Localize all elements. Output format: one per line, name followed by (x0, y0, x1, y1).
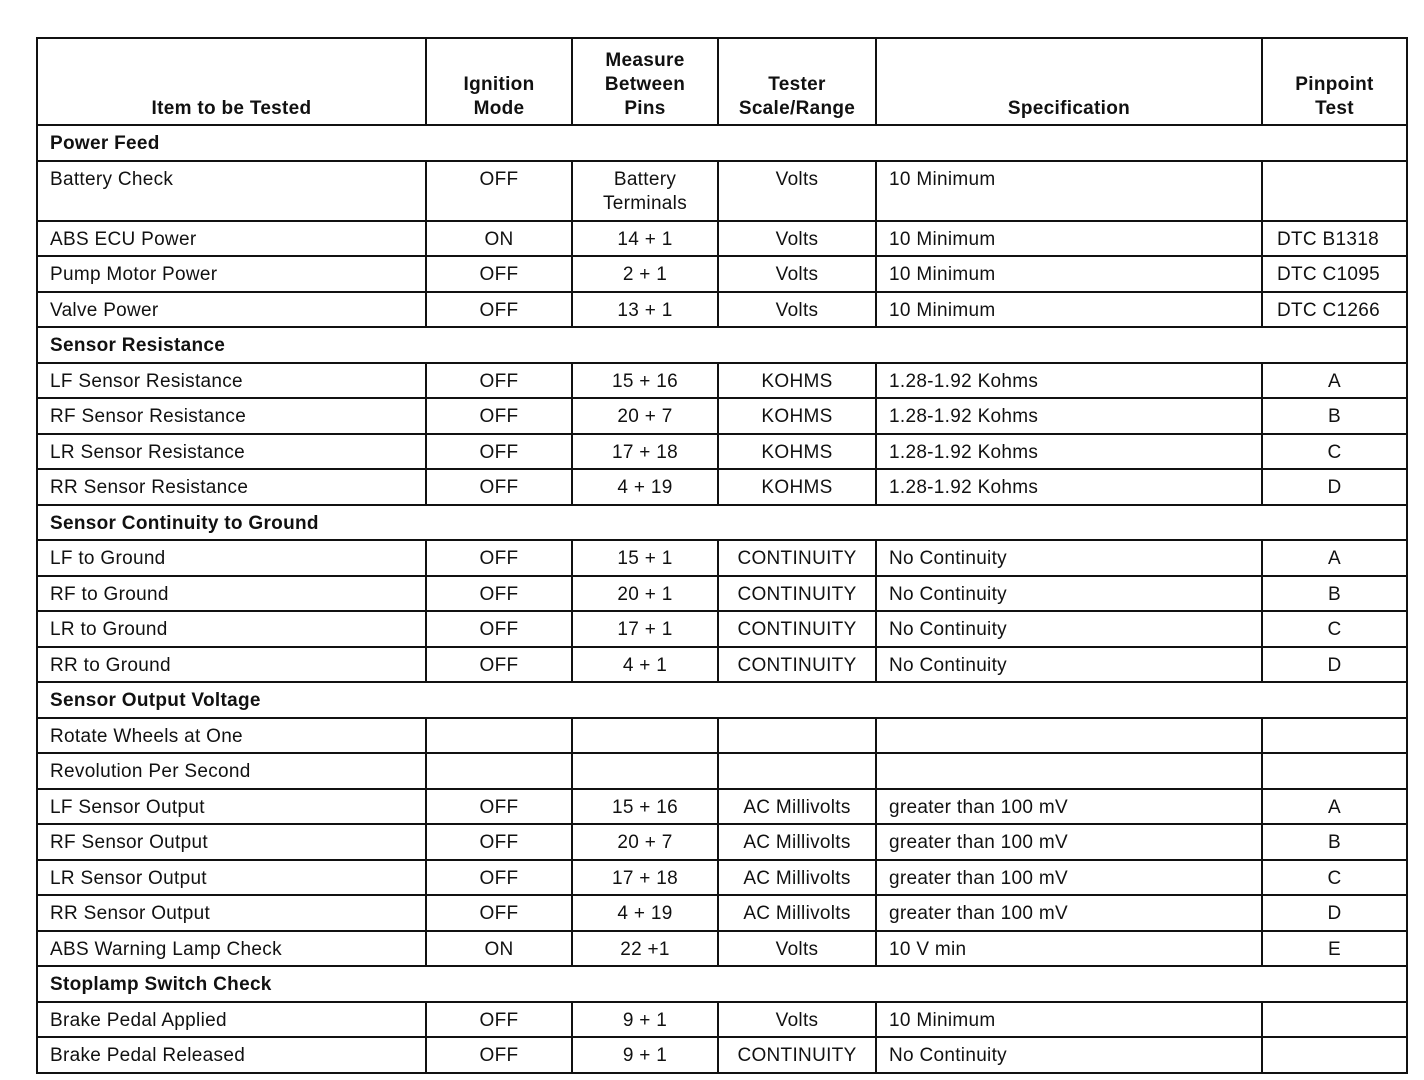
item-cell: LR to Ground (37, 611, 426, 647)
header-pinpoint-test: Pinpoint Test (1262, 38, 1407, 125)
item-cell: ABS Warning Lamp Check (37, 931, 426, 967)
ignition-mode-cell: OFF (426, 469, 572, 505)
specification-table (36, 37, 1408, 1074)
table-row (37, 1002, 1407, 1038)
tester-scale-cell: KOHMS (718, 398, 876, 434)
item-cell: RF Sensor Resistance (37, 398, 426, 434)
tester-scale-cell: Volts (718, 161, 876, 221)
table-row (37, 718, 1407, 754)
header-item: Item to be Tested (37, 38, 426, 125)
ignition-mode-cell: OFF (426, 1002, 572, 1038)
measure-pins-cell: 17 + 18 (572, 434, 718, 470)
ignition-mode-cell: OFF (426, 789, 572, 825)
tester-scale-cell: Volts (718, 1002, 876, 1038)
measure-pins-cell (572, 718, 718, 754)
table-row (37, 363, 1407, 399)
specification-cell: No Continuity (876, 576, 1262, 612)
measure-pins-cell: 4 + 1 (572, 647, 718, 683)
specification-cell: No Continuity (876, 611, 1262, 647)
pinpoint-cell: C (1262, 434, 1407, 470)
measure-pins-cell (572, 753, 718, 789)
pinpoint-cell: B (1262, 576, 1407, 612)
specification-cell: greater than 100 mV (876, 895, 1262, 931)
item-cell: ABS ECU Power (37, 221, 426, 257)
measure-pins-cell: 2 + 1 (572, 256, 718, 292)
measure-pins-cell: 15 + 16 (572, 789, 718, 825)
specification-cell: 1.28-1.92 Kohms (876, 398, 1262, 434)
tester-scale-cell: KOHMS (718, 363, 876, 399)
table-row (37, 824, 1407, 860)
header-ignition-mode: Ignition Mode (426, 38, 572, 125)
tester-scale-cell: AC Millivolts (718, 824, 876, 860)
ignition-mode-cell: ON (426, 931, 572, 967)
measure-pins-cell: 9 + 1 (572, 1037, 718, 1073)
specification-cell: greater than 100 mV (876, 860, 1262, 896)
specification-cell: 10 Minimum (876, 292, 1262, 328)
measure-pins-cell: 13 + 1 (572, 292, 718, 328)
pinpoint-cell: B (1262, 824, 1407, 860)
table-row (37, 647, 1407, 683)
table-row (37, 895, 1407, 931)
ignition-mode-cell: OFF (426, 611, 572, 647)
pinpoint-cell: A (1262, 789, 1407, 825)
item-cell: Revolution Per Second (37, 753, 426, 789)
tester-scale-cell: AC Millivolts (718, 789, 876, 825)
specification-cell: No Continuity (876, 540, 1262, 576)
table-row (37, 576, 1407, 612)
pinpoint-cell: B (1262, 398, 1407, 434)
tester-scale-cell: CONTINUITY (718, 576, 876, 612)
item-cell: Pump Motor Power (37, 256, 426, 292)
pinpoint-cell: E (1262, 931, 1407, 967)
ignition-mode-cell: OFF (426, 363, 572, 399)
pinpoint-cell (1262, 161, 1407, 221)
ignition-mode-cell: ON (426, 221, 572, 257)
measure-pins-cell: 9 + 1 (572, 1002, 718, 1038)
pinpoint-cell: C (1262, 860, 1407, 896)
pinpoint-cell: C (1262, 611, 1407, 647)
specification-cell: No Continuity (876, 647, 1262, 683)
item-cell: LF to Ground (37, 540, 426, 576)
measure-pins-cell: 17 + 1 (572, 611, 718, 647)
pinpoint-cell: A (1262, 363, 1407, 399)
ignition-mode-cell: OFF (426, 860, 572, 896)
item-cell: RF to Ground (37, 576, 426, 612)
section-row (37, 125, 1407, 161)
specification-cell: 1.28-1.92 Kohms (876, 363, 1262, 399)
section-title: Sensor Resistance (37, 327, 1407, 363)
pinpoint-cell: D (1262, 647, 1407, 683)
ignition-mode-cell (426, 718, 572, 754)
measure-pins-cell: 15 + 16 (572, 363, 718, 399)
section-row (37, 505, 1407, 541)
specification-cell: greater than 100 mV (876, 824, 1262, 860)
table-header (37, 38, 1407, 125)
tester-scale-cell: Volts (718, 221, 876, 257)
table-row (37, 611, 1407, 647)
measure-pins-cell: 20 + 7 (572, 824, 718, 860)
table-row (37, 789, 1407, 825)
item-cell: Brake Pedal Released (37, 1037, 426, 1073)
specification-cell: 10 Minimum (876, 1002, 1262, 1038)
tester-scale-cell (718, 718, 876, 754)
tester-scale-cell: CONTINUITY (718, 1037, 876, 1073)
item-cell: LR Sensor Output (37, 860, 426, 896)
section-title: Stoplamp Switch Check (37, 966, 1407, 1002)
measure-pins-cell: 15 + 1 (572, 540, 718, 576)
pinpoint-cell: DTC C1095 (1262, 256, 1407, 292)
tester-scale-cell: AC Millivolts (718, 895, 876, 931)
tester-scale-cell: Volts (718, 256, 876, 292)
ignition-mode-cell: OFF (426, 540, 572, 576)
ignition-mode-cell: OFF (426, 292, 572, 328)
tester-scale-cell: CONTINUITY (718, 540, 876, 576)
item-cell: RR Sensor Output (37, 895, 426, 931)
item-cell: Valve Power (37, 292, 426, 328)
table-row (37, 256, 1407, 292)
specification-cell (876, 753, 1262, 789)
specification-cell: 1.28-1.92 Kohms (876, 434, 1262, 470)
tester-scale-cell: CONTINUITY (718, 647, 876, 683)
item-cell: LF Sensor Output (37, 789, 426, 825)
ignition-mode-cell: OFF (426, 1037, 572, 1073)
ignition-mode-cell: OFF (426, 256, 572, 292)
measure-pins-cell: 4 + 19 (572, 895, 718, 931)
measure-pins-cell: 22 +1 (572, 931, 718, 967)
tester-scale-cell: Volts (718, 292, 876, 328)
table-row (37, 292, 1407, 328)
ignition-mode-cell: OFF (426, 576, 572, 612)
item-cell: RF Sensor Output (37, 824, 426, 860)
header-measure-pins: Measure Between Pins (572, 38, 718, 125)
measure-pins-cell: 4 + 19 (572, 469, 718, 505)
ignition-mode-cell: OFF (426, 647, 572, 683)
section-row (37, 966, 1407, 1002)
ignition-mode-cell: OFF (426, 161, 572, 221)
item-cell: RR Sensor Resistance (37, 469, 426, 505)
ignition-mode-cell: OFF (426, 434, 572, 470)
item-cell: Brake Pedal Applied (37, 1002, 426, 1038)
section-title: Sensor Output Voltage (37, 682, 1407, 718)
section-title: Sensor Continuity to Ground (37, 505, 1407, 541)
table-row (37, 161, 1407, 221)
specification-cell: greater than 100 mV (876, 789, 1262, 825)
table-row (37, 221, 1407, 257)
measure-pins-cell: 14 + 1 (572, 221, 718, 257)
item-cell: LF Sensor Resistance (37, 363, 426, 399)
section-title: Power Feed (37, 125, 1407, 161)
pinpoint-cell (1262, 753, 1407, 789)
table-row (37, 469, 1407, 505)
table-row (37, 753, 1407, 789)
pinpoint-cell (1262, 1002, 1407, 1038)
pinpoint-cell: A (1262, 540, 1407, 576)
pinpoint-cell: DTC B1318 (1262, 221, 1407, 257)
section-row (37, 327, 1407, 363)
tester-scale-cell: KOHMS (718, 434, 876, 470)
table-body (37, 125, 1407, 1073)
table-row (37, 398, 1407, 434)
ignition-mode-cell (426, 753, 572, 789)
tester-scale-cell: Volts (718, 931, 876, 967)
item-cell: LR Sensor Resistance (37, 434, 426, 470)
section-row (37, 682, 1407, 718)
table-row (37, 931, 1407, 967)
pinpoint-cell: D (1262, 895, 1407, 931)
tester-scale-cell: AC Millivolts (718, 860, 876, 896)
tester-scale-cell: CONTINUITY (718, 611, 876, 647)
table-row (37, 1037, 1407, 1073)
pinpoint-cell: DTC C1266 (1262, 292, 1407, 328)
table-row (37, 434, 1407, 470)
specification-cell: 10 Minimum (876, 161, 1262, 221)
specification-cell: No Continuity (876, 1037, 1262, 1073)
pinpoint-cell (1262, 1037, 1407, 1073)
measure-pins-cell: 20 + 1 (572, 576, 718, 612)
item-cell: RR to Ground (37, 647, 426, 683)
table-row (37, 860, 1407, 896)
item-cell: Rotate Wheels at One (37, 718, 426, 754)
item-cell: Battery Check (37, 161, 426, 221)
header-specification: Specification (876, 38, 1262, 125)
header-tester-scale: Tester Scale/Range (718, 38, 876, 125)
ignition-mode-cell: OFF (426, 398, 572, 434)
ignition-mode-cell: OFF (426, 824, 572, 860)
specification-cell (876, 718, 1262, 754)
specification-cell: 10 Minimum (876, 221, 1262, 257)
ignition-mode-cell: OFF (426, 895, 572, 931)
table-row (37, 540, 1407, 576)
measure-pins-cell: Battery Terminals (572, 161, 718, 221)
measure-pins-cell: 20 + 7 (572, 398, 718, 434)
tester-scale-cell (718, 753, 876, 789)
header-row (37, 38, 1407, 125)
pinpoint-cell (1262, 718, 1407, 754)
tester-scale-cell: KOHMS (718, 469, 876, 505)
specification-cell: 1.28-1.92 Kohms (876, 469, 1262, 505)
specification-cell: 10 Minimum (876, 256, 1262, 292)
pinpoint-cell: D (1262, 469, 1407, 505)
measure-pins-cell: 17 + 18 (572, 860, 718, 896)
specification-cell: 10 V min (876, 931, 1262, 967)
